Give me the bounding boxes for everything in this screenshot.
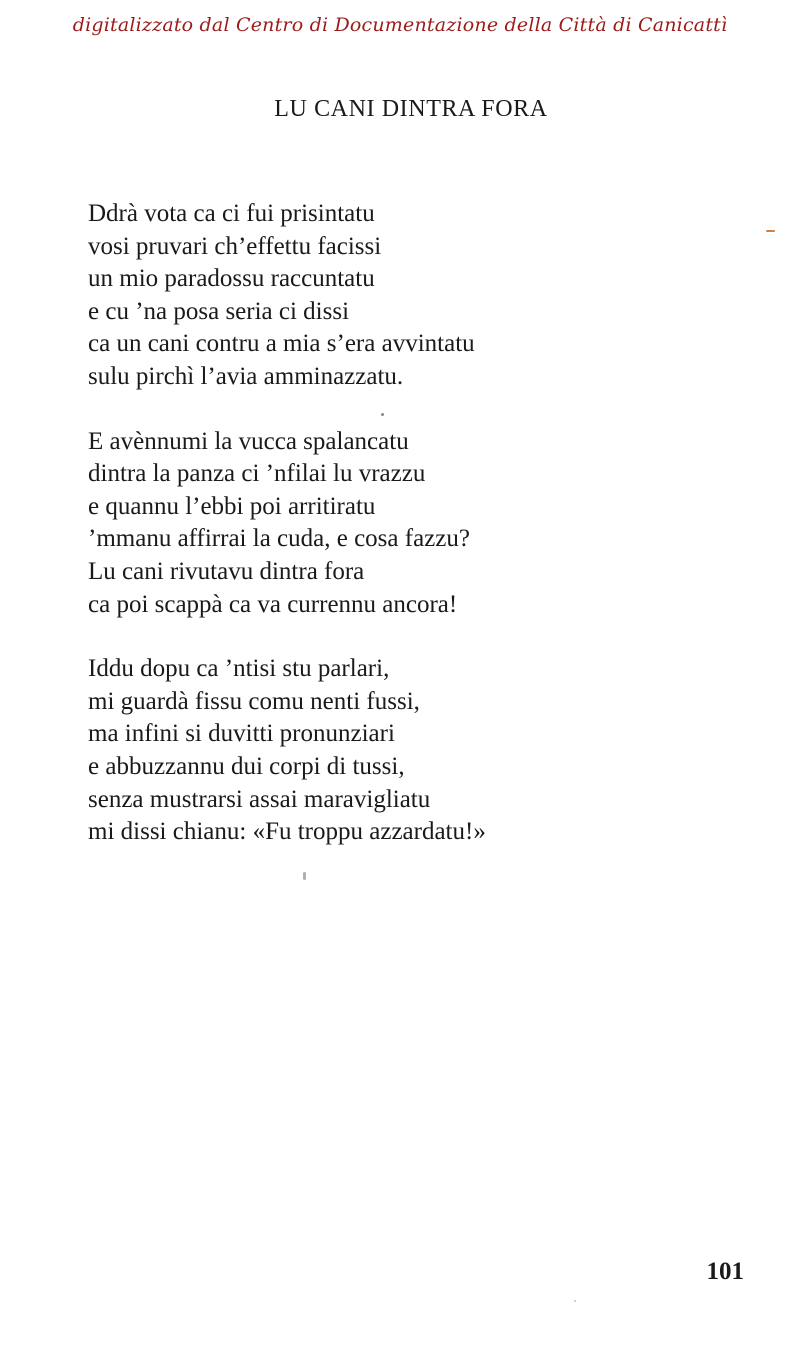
verse-line: sulu pirchì l’avia amminazzatu. <box>88 362 404 390</box>
watermark-stamp: digitalizzato dal Centro di Documentazione della Città di Canicattì <box>72 14 728 36</box>
scan-speck <box>303 872 306 880</box>
scan-speck <box>381 413 384 416</box>
verse-line: mi dissi chianu: «Fu troppu azzardatu!» <box>88 818 486 846</box>
verse-line: e abbuzzannu dui corpi di tussi, <box>88 752 405 780</box>
verse-line: Iddu dopu ca ’ntisi stu parlari, <box>88 655 390 683</box>
verse-line: un mio paradossu raccuntatu <box>88 265 375 293</box>
verse-line: e cu ’na posa seria ci dissi <box>88 297 350 325</box>
stanza-1 <box>88 198 708 394</box>
verse-line: vosi pruvari ch’effettu facissi <box>88 232 382 260</box>
poem-title: LU CANI DINTRA FORA <box>274 96 548 122</box>
verse-line: ca poi scappà ca va currennu ancora! <box>88 590 458 618</box>
stanza-3 <box>88 653 708 849</box>
verse-line: ’mmanu affirrai la cuda, e cosa fazzu? <box>88 525 470 553</box>
verse-line: ca un cani contru a mia s’era avvintatu <box>88 330 475 358</box>
verse-line: Ddrà vota ca ci fui prisintatu <box>88 200 375 227</box>
verse-line: Lu cani rivutavu dintra fora <box>88 557 365 585</box>
verse-line: dintra la panza ci ’nfilai lu vrazzu <box>88 460 426 488</box>
scan-speck <box>766 230 775 232</box>
scan-speck <box>574 1300 576 1302</box>
poem-body <box>88 198 708 881</box>
verse-line: e quannu l’ebbi poi arritiratu <box>88 492 376 520</box>
verse-line: mi guardà fissu comu nenti fussi, <box>88 687 420 715</box>
verse-line: senza mustrarsi assai maravigliatu <box>88 785 431 813</box>
verse-line: E avènnumi la vucca spalancatu <box>88 427 409 455</box>
stanza-2 <box>88 426 708 622</box>
page-number: 101 <box>706 1258 744 1285</box>
verse-line: ma infini si duvitti pronunziari <box>88 720 395 748</box>
